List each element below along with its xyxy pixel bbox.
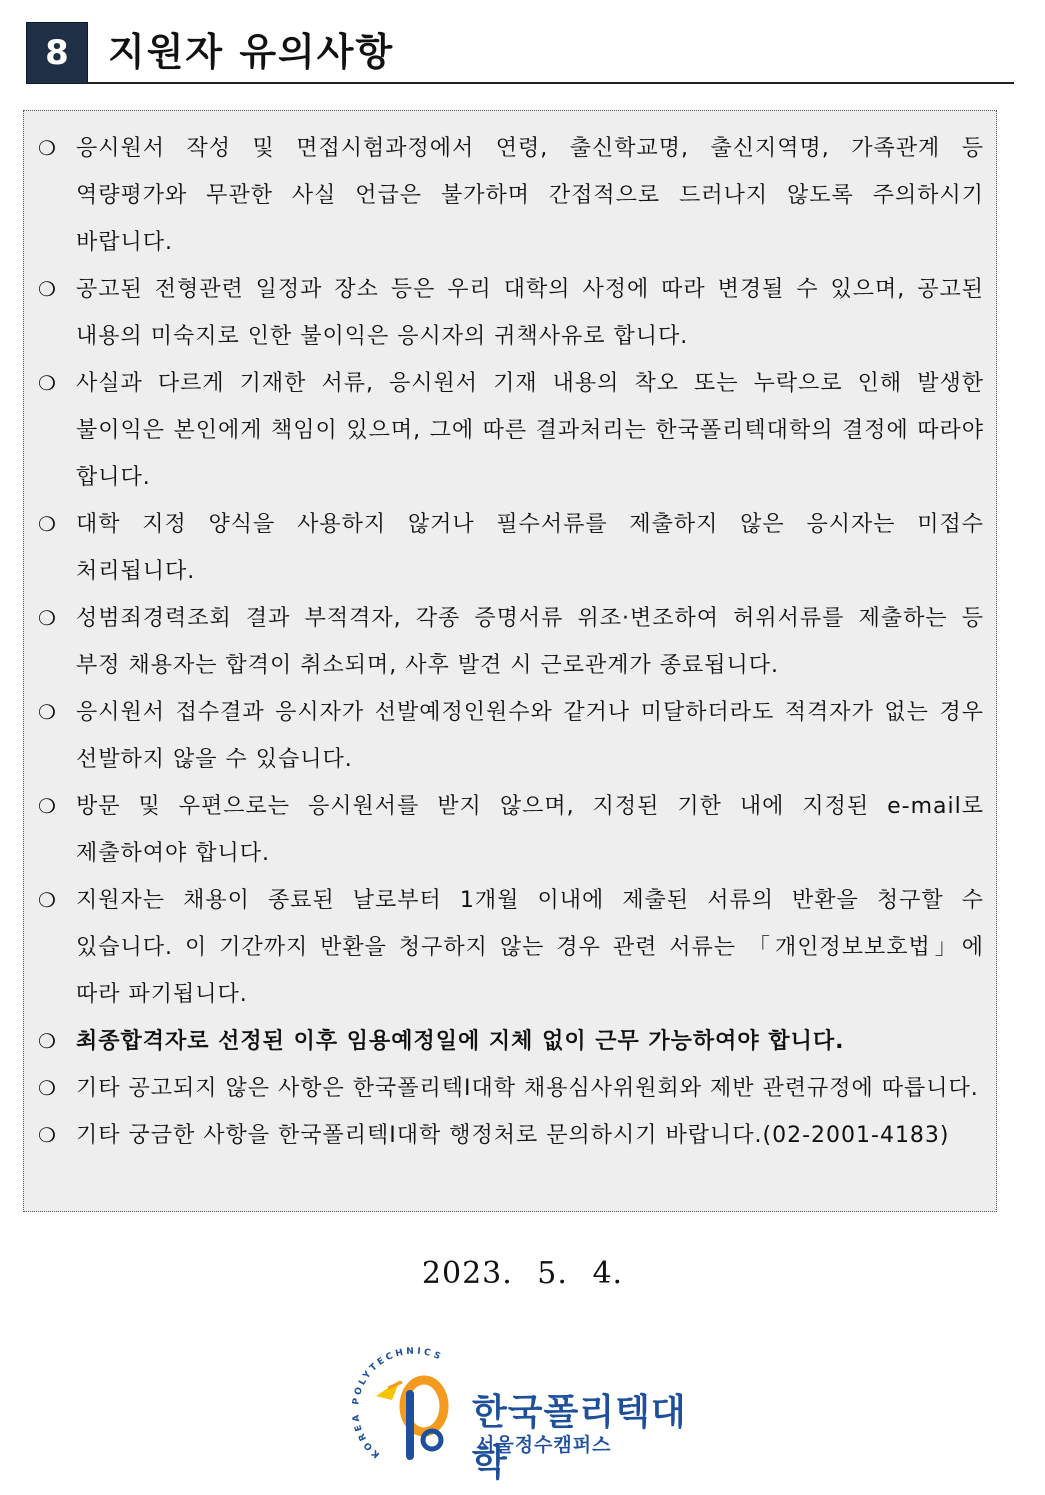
notice-item	[38, 501, 984, 595]
notice-text: 최종합격자로 선정된 이후 임용예정일에 지체 없이 근무 가능하여야 합니다.	[76, 1029, 845, 1054]
bullet-circle-icon: ❍	[38, 888, 57, 912]
bullet-circle-icon: ❍	[38, 277, 57, 301]
notice-item	[38, 595, 984, 689]
document-date: 2023. 5. 4.	[421, 1256, 624, 1291]
notice-item	[38, 1065, 984, 1112]
bullet-circle-icon: ❍	[38, 1076, 57, 1100]
bullet-circle-icon: ❍	[38, 606, 57, 630]
notice-item	[38, 125, 984, 266]
notice-item	[38, 877, 984, 1018]
bullet-circle-icon: ❍	[38, 371, 57, 395]
notice-text: 성범죄경력조회 결과 부적격자, 각종 증명서류 위조·변조하여 허위서류를 제출하는 등 부정 채용자는 합격이 취소되며, 사후 발견 시 근로관계가 종료됩니다.	[76, 606, 984, 678]
notice-text: 공고된 전형관련 일정과 장소 등은 우리 대학의 사정에 따라 변경될 수 있으며, 공고된 내용의 미숙지로 인한 불이익은 응시자의 귀책사유로 합니다.	[76, 277, 984, 349]
notice-text: 기타 궁금한 사항을 한국폴리텍I대학 행정처로 문의하시기 바랍니다.(02-2001-4183)	[76, 1123, 950, 1148]
campus-name: 서울정수캠퍼스	[476, 1434, 612, 1456]
notice-text: 대학 지정 양식을 사용하지 않거나 필수서류를 제출하지 않은 응시자는 미접수 처리됩니다.	[76, 512, 984, 584]
notice-item	[38, 360, 984, 501]
notice-item	[38, 783, 984, 877]
notice-item	[38, 1112, 984, 1159]
notice-text: 사실과 다르게 기재한 서류, 응시원서 기재 내용의 착오 또는 누락으로 인해 발생한 불이익은 본인에게 책임이 있으며, 그에 따른 결과처리는 한국폴리텍대학의 결정에 따라야 합니다.	[76, 371, 984, 490]
notice-text: 방문 및 우편으로는 응시원서를 받지 않으며, 지정된 기한 내에 지정된 e-mail로 제출하여야 합니다.	[76, 794, 984, 866]
notice-text: 지원자는 채용이 종료된 날로부터 1개월 이내에 제출된 서류의 반환을 청구할 수 있습니다. 이 기간까지 반환을 청구하지 않는 경우 관련 서류는 「개인정보보호법」에 따라 파기됩니다.	[76, 888, 984, 1007]
ring-text: KOREA POLYTECHNICS	[351, 1346, 445, 1460]
university-name: 한국폴리텍대학	[472, 1392, 687, 1484]
header-rule	[86, 82, 1014, 84]
notice-item	[38, 689, 984, 783]
bullet-circle-icon: ❍	[38, 700, 57, 724]
section-header	[26, 22, 1014, 84]
bullet-circle-icon: ❍	[38, 136, 57, 160]
notice-text: 기타 공고되지 않은 사항은 한국폴리텍I대학 채용심사위원회와 제반 관련규정에 따릅니다.	[76, 1076, 979, 1101]
polytechnics-emblem-icon	[340, 1336, 480, 1466]
bullet-circle-icon: ❍	[38, 512, 57, 536]
notice-text: 응시원서 작성 및 면접시험과정에서 연령, 출신학교명, 출신지역명, 가족관계 등 역량평가와 무관한 사실 언급은 불가하며 간접적으로 드러나지 않도록 주의하시기 바랍니다.	[76, 136, 984, 255]
notice-item-emphasis	[38, 1018, 984, 1065]
university-logo	[340, 1336, 720, 1484]
section-title: 지원자 유의사항	[108, 30, 395, 74]
notice-box	[23, 110, 997, 1212]
bullet-circle-icon: ❍	[38, 794, 57, 818]
bullet-circle-icon: ❍	[38, 1029, 57, 1053]
svg-text:KOREA POLYTECHNICS	[351, 1347, 444, 1460]
notice-item	[38, 266, 984, 360]
section-number: 8	[26, 22, 88, 84]
notice-text: 응시원서 접수결과 응시자가 선발예정인원수와 같거나 미달하더라도 적격자가 없는 경우 선발하지 않을 수 있습니다.	[76, 700, 984, 772]
bullet-circle-icon: ❍	[38, 1123, 57, 1147]
